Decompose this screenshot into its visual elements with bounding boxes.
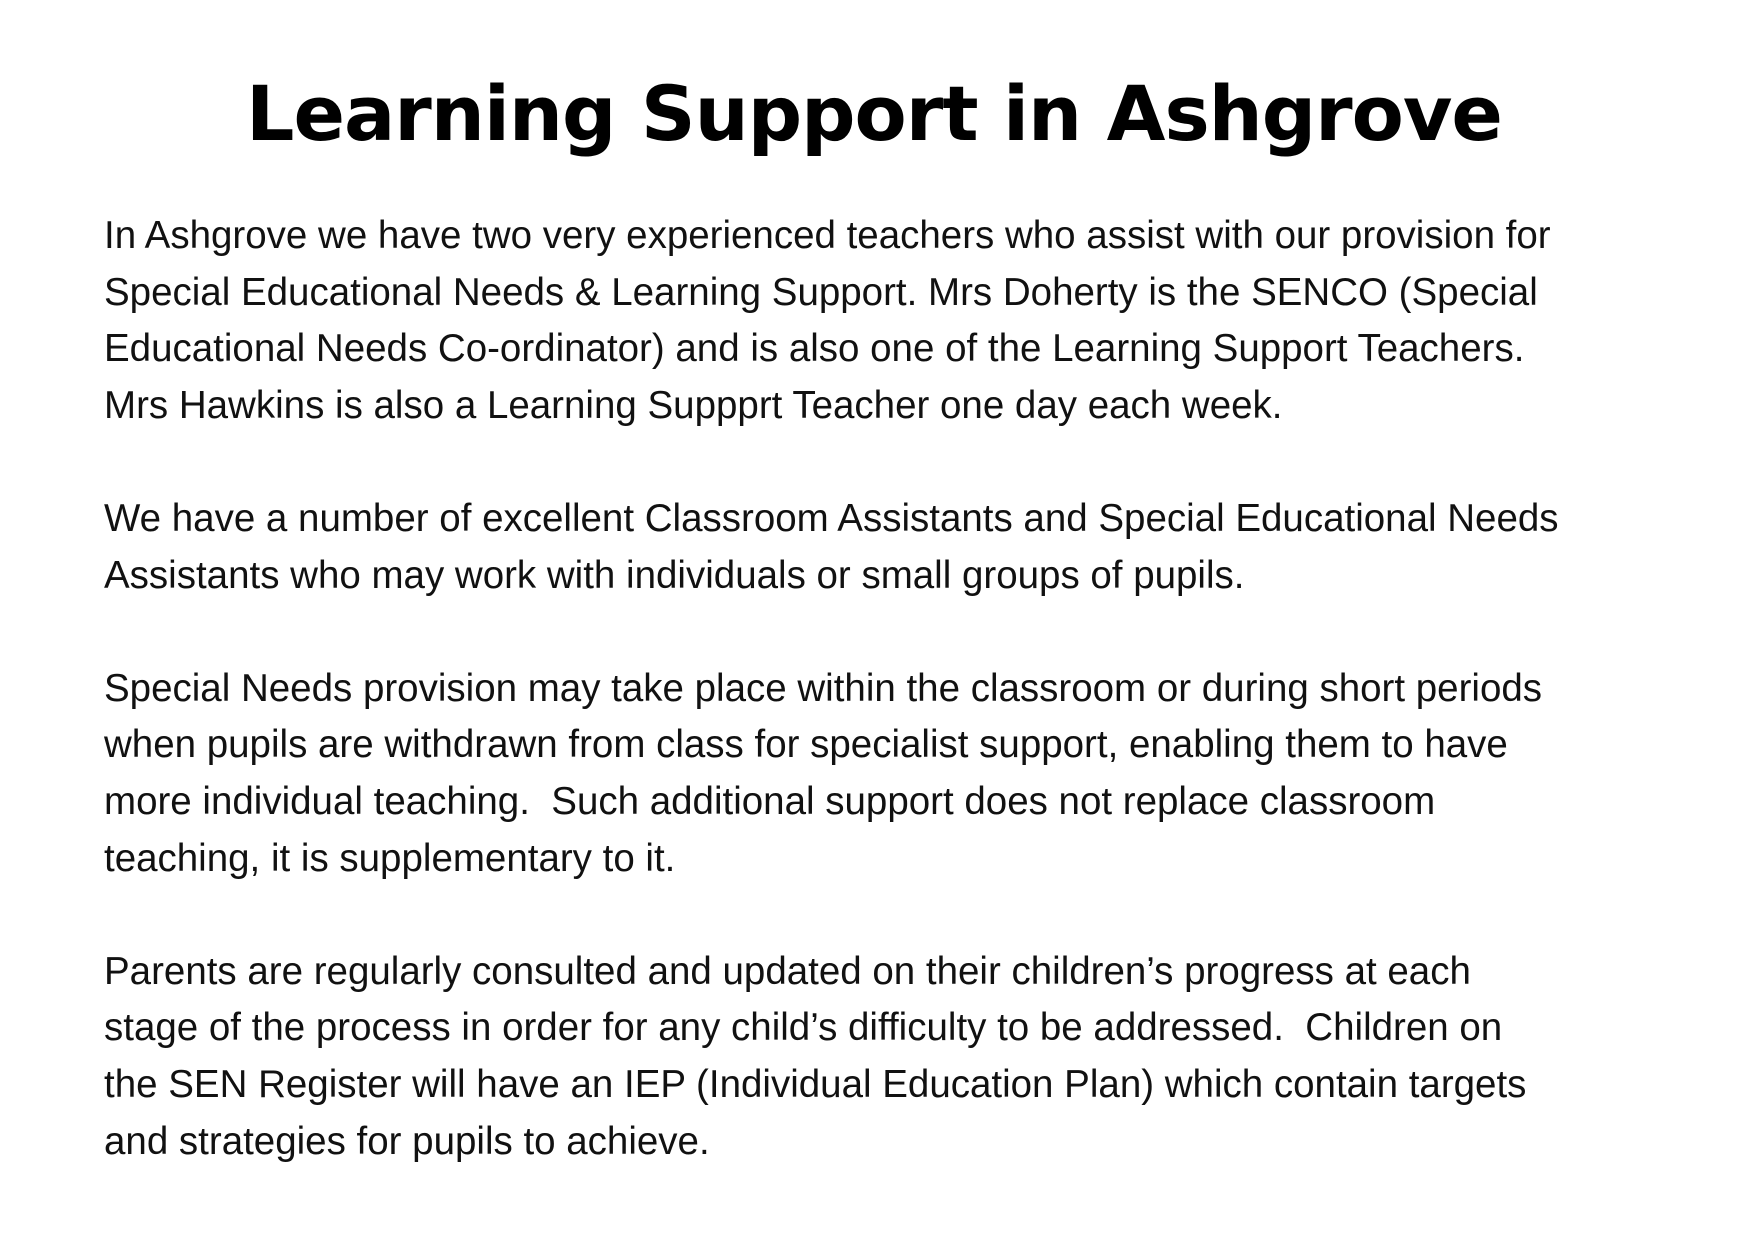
paragraph-line: and strategies for pupils to achieve. xyxy=(104,1119,710,1163)
paragraph-assistants xyxy=(104,491,1664,604)
page-title: Learning Support in Ashgrove xyxy=(246,69,1502,158)
paragraph-line: Parents are regularly consulted and updated on their children’s progress at each xyxy=(104,949,1471,993)
paragraph-line: Mrs Hawkins is also a Learning Suppprt Teacher one day each week. xyxy=(104,383,1283,427)
paragraph-line: In Ashgrove we have two very experienced teachers who assist with our provision for xyxy=(104,214,1551,257)
paragraph-line: Educational Needs Co-ordinator) and is also one of the Learning Support Teachers. xyxy=(104,327,1525,371)
paragraph-parents xyxy=(104,944,1664,1170)
paragraph-staff xyxy=(104,208,1664,434)
paragraph-line: the SEN Register will have an IEP (Individual Education Plan) which contain targets xyxy=(104,1062,1527,1106)
document-body xyxy=(104,208,1664,1227)
paragraph-line: Assistants who may work with individuals or small groups of pupils. xyxy=(104,553,1245,597)
paragraph-line: when pupils are withdrawn from class for specialist support, enabling them to have xyxy=(104,723,1508,767)
paragraph-line: more individual teaching. Such additional support does not replace classroom xyxy=(104,779,1436,823)
paragraph-line: stage of the process in order for any child’s difficulty to be addressed. Children on xyxy=(104,1006,1503,1050)
paragraph-line: teaching, it is supplementary to it. xyxy=(104,836,676,880)
paragraph-line: Special Educational Needs & Learning Support. Mrs Doherty is the SENCO (Special xyxy=(104,270,1538,314)
paragraph-line: Special Needs provision may take place within the classroom or during short periods xyxy=(104,666,1543,710)
paragraph-line: We have a number of excellent Classroom Assistants and Special Educational Needs xyxy=(104,496,1559,540)
paragraph-provision xyxy=(104,661,1664,887)
